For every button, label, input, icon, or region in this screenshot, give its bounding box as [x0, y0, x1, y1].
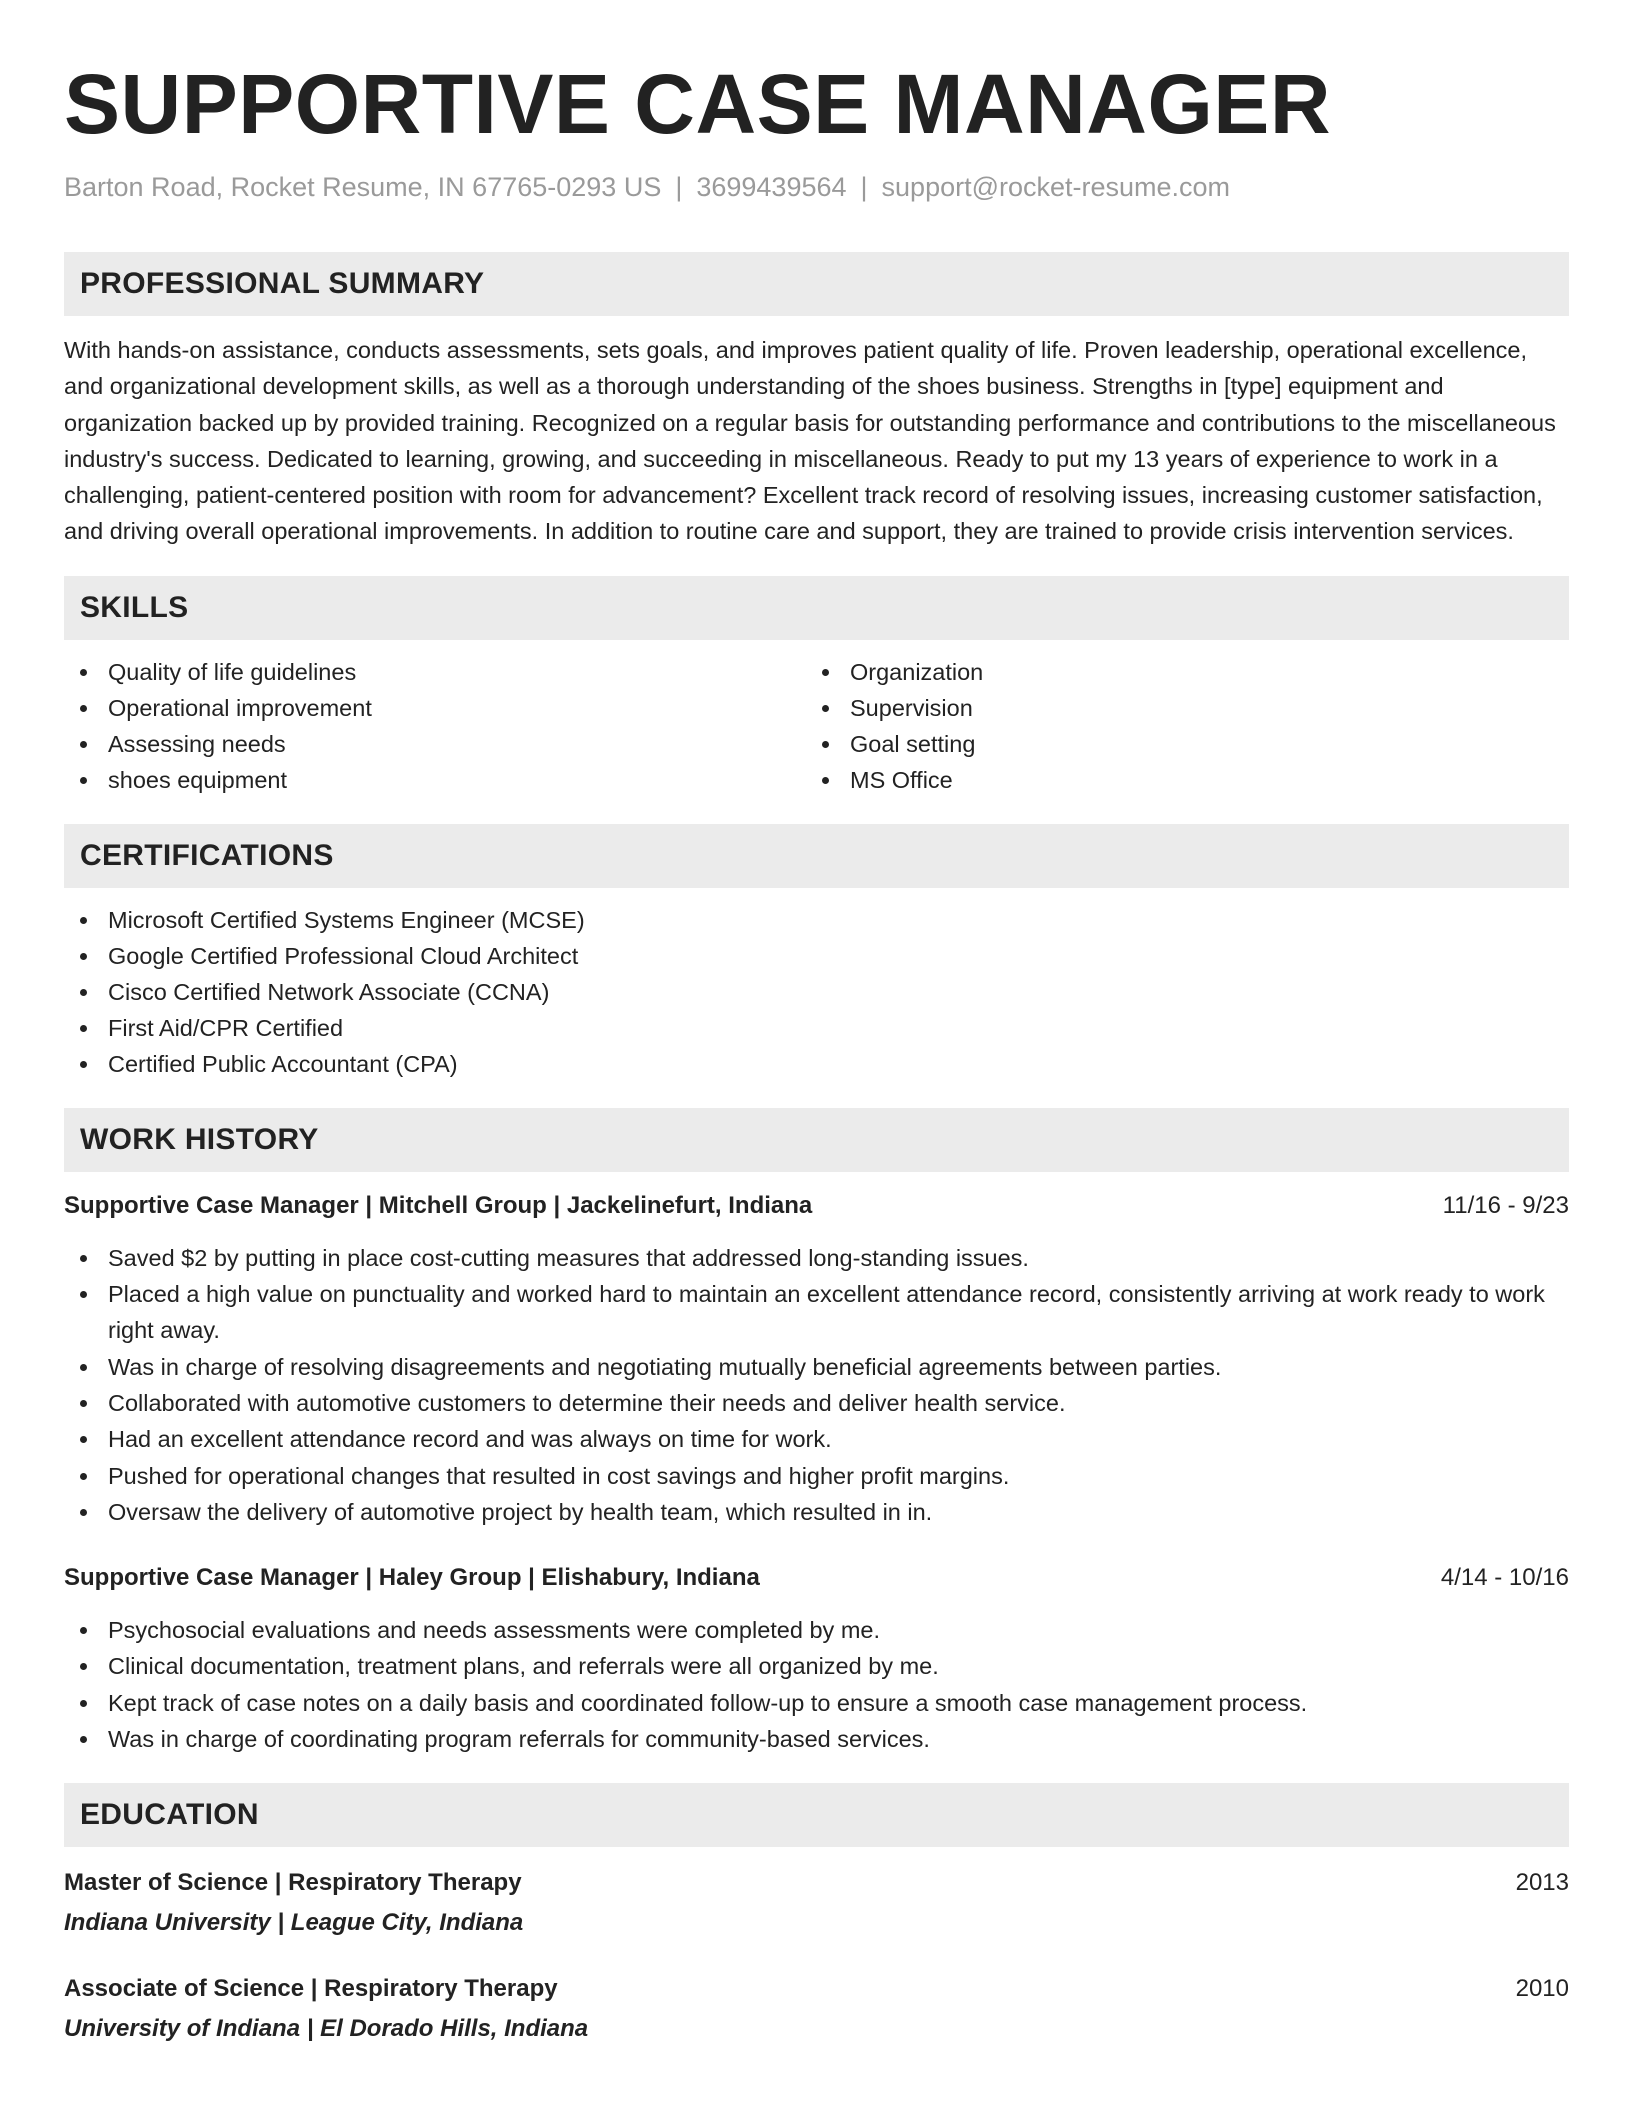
education-entry — [64, 1865, 1569, 1941]
job-dates: 4/14 - 10/16 — [1440, 1564, 1569, 1592]
job-bullets — [64, 1612, 1569, 1757]
skill-item: Assessing needs — [64, 726, 806, 762]
section-header-summary: PROFESSIONAL SUMMARY — [64, 252, 1569, 316]
contact-email: support@rocket-resume.com — [881, 172, 1231, 202]
certification-item: Cisco Certified Network Associate (CCNA) — [64, 974, 1569, 1010]
skill-item: Operational improvement — [64, 690, 806, 726]
certification-item: First Aid/CPR Certified — [64, 1010, 1569, 1046]
education-header — [64, 1865, 1569, 1901]
skills-list-left — [64, 654, 806, 798]
job-bullet: Placed a high value on punctuality and worked hard to maintain an excellent attendance record, consistently arriving at work ready to work right away. — [64, 1276, 1569, 1349]
job-bullet: Was in charge of coordinating program referrals for community-based services. — [64, 1721, 1569, 1757]
section-header-education: EDUCATION — [64, 1783, 1569, 1847]
job-bullet: Psychosocial evaluations and needs assessments were completed by me. — [64, 1612, 1569, 1648]
education-year: 2013 — [1515, 1869, 1569, 1897]
contact-address: Barton Road, Rocket Resume, IN 67765-0293 US — [64, 172, 662, 202]
summary-text: With hands-on assistance, conducts assessments, sets goals, and improves patient quality of life. Proven leadership, operational excellence, and organizational development skills, as well as a thorough understanding of the shoes business. Strengths in [type] equipment and organization backed up by provided training. Recognized on a regular basis for outstanding performance and contributions to the miscellaneous industry's success. Dedicated to learning, growing, and succeeding in miscellaneous. Ready to put my 13 years of experience to work in a challenging, patient-centered position with room for advancement? Excellent track record of resolving issues, increasing customer satisfaction, and driving overall operational improvements. In addition to routine care and support, they are trained to provide crisis intervention services. — [64, 337, 1556, 545]
education-year: 2010 — [1515, 1975, 1569, 2003]
job-header — [64, 1560, 1569, 1596]
section-header-certifications: CERTIFICATIONS — [64, 824, 1569, 888]
education-school: Indiana University | League City, Indiana — [64, 1909, 524, 1937]
skill-item: shoes equipment — [64, 762, 806, 798]
education-degree: Associate of Science | Respiratory Therapy — [64, 1975, 558, 2003]
job-bullet: Kept track of case notes on a daily basis and coordinated follow-up to ensure a smooth case management process. — [64, 1685, 1569, 1721]
certification-item: Microsoft Certified Systems Engineer (MCSE) — [64, 902, 1569, 938]
certification-item: Certified Public Accountant (CPA) — [64, 1046, 1569, 1082]
skill-item: MS Office — [806, 762, 1548, 798]
section-header-skills: SKILLS — [64, 576, 1569, 640]
education-degree: Master of Science | Respiratory Therapy — [64, 1869, 522, 1897]
job-title: Supportive Case Manager | Haley Group | Elishabury, Indiana — [64, 1564, 760, 1592]
job-entry — [64, 1560, 1569, 1757]
education-school: University of Indiana | El Dorado Hills, Indiana — [64, 2015, 589, 2043]
resume-name: SUPPORTIVE CASE MANAGER — [64, 57, 1331, 151]
skill-item: Goal setting — [806, 726, 1548, 762]
contact-phone: 3699439564 — [696, 172, 847, 202]
section-header-work-history: WORK HISTORY — [64, 1108, 1569, 1172]
job-title: Supportive Case Manager | Mitchell Group | Jackelinefurt, Indiana — [64, 1191, 813, 1219]
job-bullet: Clinical documentation, treatment plans, and referrals were all organized by me. — [64, 1648, 1569, 1684]
contact-separator: | — [675, 172, 683, 202]
job-bullet: Pushed for operational changes that resulted in cost savings and higher profit margins. — [64, 1458, 1569, 1494]
certifications-list — [64, 902, 1569, 1082]
job-bullet: Saved $2 by putting in place cost-cutting measures that addressed long-standing issues. — [64, 1240, 1569, 1276]
education-entry — [64, 1971, 1569, 2047]
job-bullet: Was in charge of resolving disagreements and negotiating mutually beneficial agreements between parties. — [64, 1349, 1569, 1385]
job-bullets — [64, 1240, 1569, 1530]
job-dates: 11/16 - 9/23 — [1442, 1191, 1569, 1219]
certification-item: Google Certified Professional Cloud Architect — [64, 938, 1569, 974]
job-bullet: Had an excellent attendance record and was always on time for work. — [64, 1421, 1569, 1457]
skills-grid — [64, 640, 1569, 798]
contact-line — [64, 170, 1569, 204]
skill-item: Quality of life guidelines — [64, 654, 806, 690]
education-header — [64, 1971, 1569, 2007]
job-entry — [64, 1188, 1569, 1530]
job-bullet: Oversaw the delivery of automotive project by health team, which resulted in in. — [64, 1494, 1569, 1530]
skill-item: Organization — [806, 654, 1548, 690]
contact-separator: | — [860, 172, 868, 202]
skill-item: Supervision — [806, 690, 1548, 726]
job-header — [64, 1188, 1569, 1224]
skills-list-right — [806, 654, 1548, 798]
job-bullet: Collaborated with automotive customers to determine their needs and deliver health service. — [64, 1385, 1569, 1421]
